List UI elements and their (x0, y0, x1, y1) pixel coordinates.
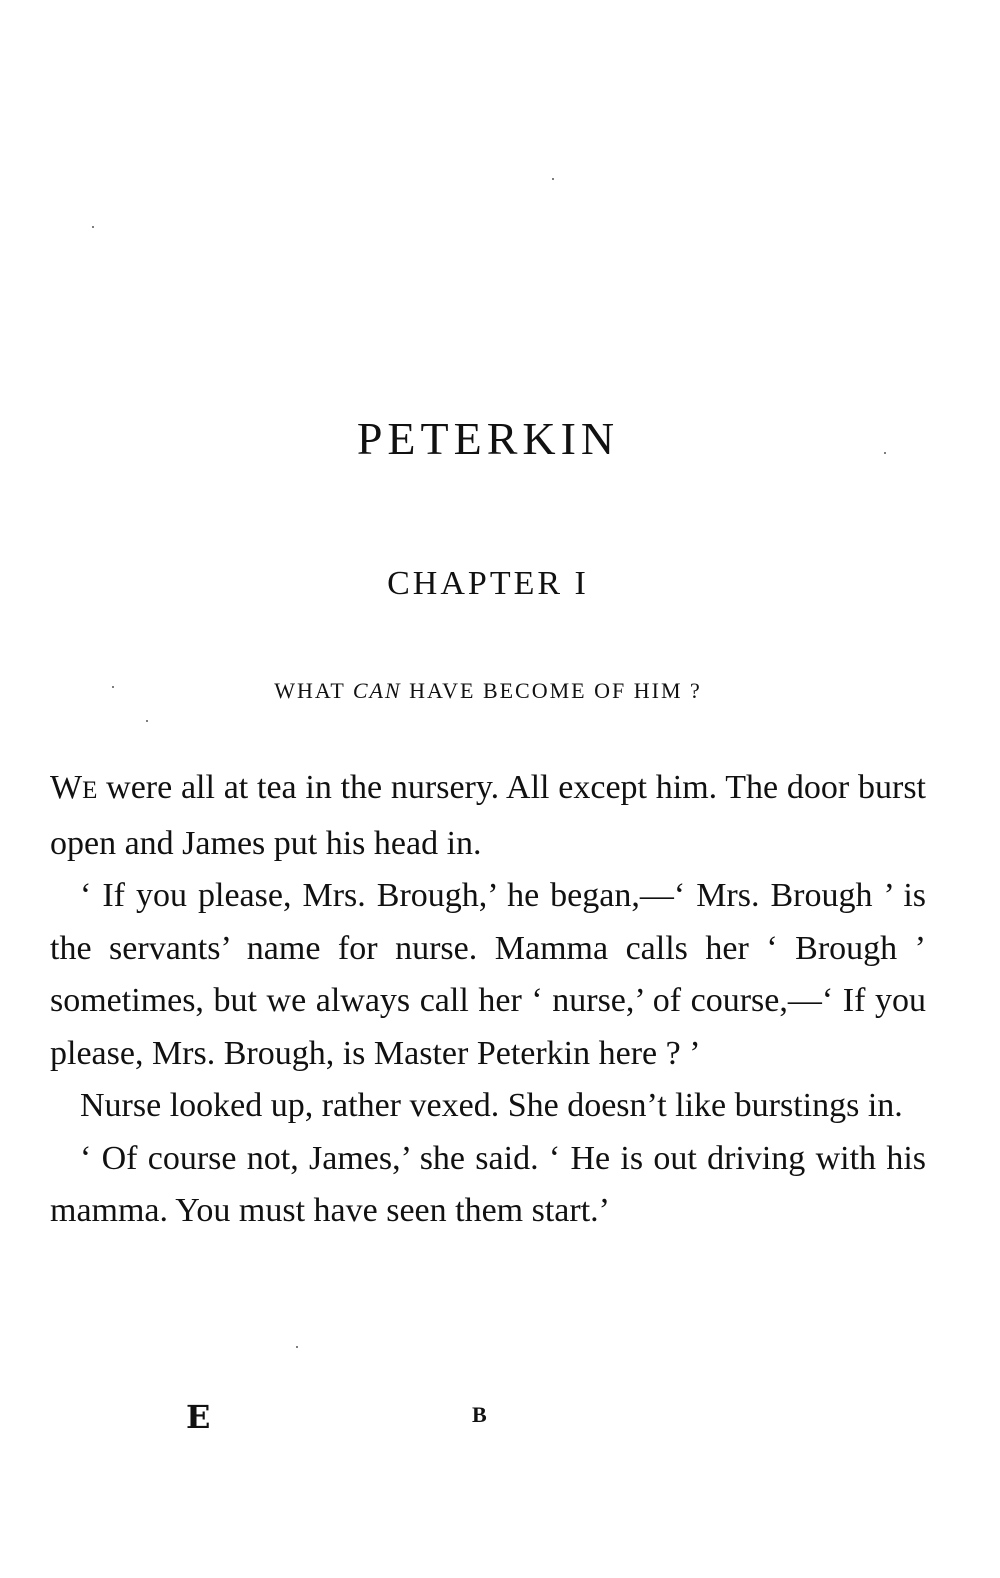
paper-speck (884, 452, 886, 454)
chapter-subtitle (0, 678, 976, 704)
paper-speck (552, 178, 554, 180)
paper-speck (92, 226, 94, 228)
paragraph-2: ‘ If you please, Mrs. Brough,’ he began,—‘ Mrs. Brough ’ is the servants’ name for nurse. Mamma calls her ‘ Brough ’ sometimes, but we always call her ‘ nurse,’ of course,—‘ If you please, Mrs. Brough, is Master Peterkin here ? ’ (50, 877, 926, 1072)
paper-speck (146, 720, 148, 722)
paragraph-1-smallcap: E (82, 777, 98, 804)
body-text (50, 762, 926, 1238)
signature-mark: E (186, 1398, 211, 1436)
paragraph-1 (50, 762, 926, 870)
book-title: PETERKIN (356, 413, 620, 464)
paper-speck (296, 1346, 298, 1348)
chapter-subtitle-before: WHAT (274, 678, 353, 703)
chapter-subtitle-after: HAVE BECOME OF HIM ? (401, 678, 702, 703)
paragraph-1-dropcap: W (50, 769, 83, 806)
chapter-heading: CHAPTER I (387, 565, 589, 602)
paragraph-1-rest: were all at tea in the nursery. All except him. The door burst open and James put his head in. (50, 769, 926, 862)
paragraph-4: ‘ Of course not, James,’ she said. ‘ He is out driving with his mamma. You must have seen them start.’ (50, 1139, 926, 1229)
signature-letter: B (472, 1402, 487, 1427)
chapter-subtitle-emphasis: CAN (352, 678, 402, 703)
paper-speck (112, 686, 114, 688)
paragraph-3: Nurse looked up, rather vexed. She doesn’t like burstings in. (80, 1087, 903, 1124)
